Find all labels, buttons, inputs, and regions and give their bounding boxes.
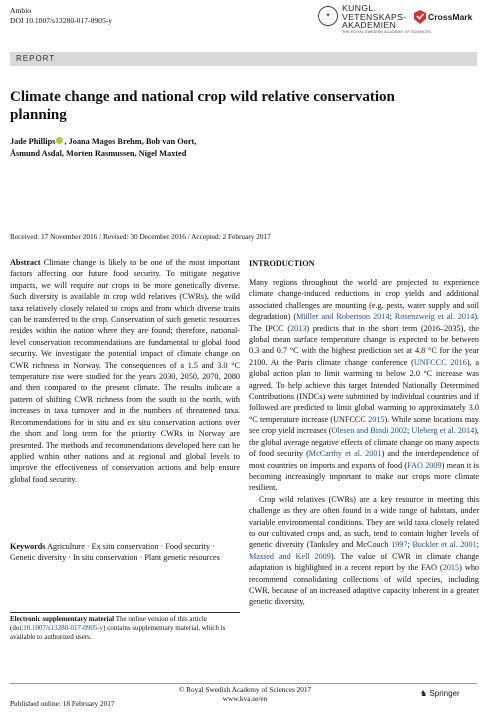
esm-text-b: ) contains supplementary material, which is available to authorized users. <box>10 624 226 641</box>
esm-doi-link[interactable]: 10.1007/s13280-017-0905-y <box>23 624 104 632</box>
copyright-line: © Royal Swedish Academy of Sciences 2017 <box>178 685 312 694</box>
copyright <box>170 685 320 703</box>
intro-text: ) who recommend consolidating collections of wild species, including CWR, because of an increased adaptive capacity inherent in a greater genetic diversity, <box>249 563 480 607</box>
kva-seal-icon: ✦ <box>318 6 338 26</box>
citation-link[interactable]: 2015 <box>368 414 385 424</box>
intro-text: Many regions throughout the world are projected to experience climate change-induced reductions in crop yields and additional associated challenges are mounting (e.g. pests, water supply and soil degradation) ( <box>249 278 479 322</box>
section-label-bar <box>10 52 477 66</box>
springer-label: Springer <box>429 689 460 698</box>
intro-text: ; <box>407 426 412 436</box>
authors-rest-1: , Joana Magos Brehm, Bob van Oort, <box>64 137 197 146</box>
citation-link[interactable]: Rosenzweig et al. 2014 <box>394 312 475 322</box>
supplementary-note <box>10 615 240 642</box>
kva-line-2: VETENSKAPS- <box>342 11 407 22</box>
intro-text: ) predicts that in the short term (2016–2035), the global mean surface temperature change is expected to be between 0.3 and 0.7 °C with the highest prediction set at 4.8 °C for the year 2100. At the Paris climate change conference ( <box>249 323 479 367</box>
citation-link[interactable]: FAO 2009 <box>407 460 442 470</box>
kva-subtitle: THE ROYAL SWEDISH ACADEMY OF SCIENCES <box>342 30 432 34</box>
citation-link[interactable]: Uleberg et al. 2014 <box>411 426 475 436</box>
abstract-text: Climate change is likely to be one of the most important factors affecting our future food security. To mitigate negative impacts, we will require our crops to be more genetically diverse. Such diversity is available in crop wild relatives (CWRs), the wild taxa relatively closely related to crops and from which diverse traits can be transferred to the crop. Conservation of such genetic resources resides within the nation where they are found; therefore, national-level conservation recommendations are fundamental to global food security. We investigate the potential impact of climate change on CWR richness in Norway. The consequences of a 1.5 and 3.0 °C temperature rise were studied for the years 2030, 2050, 2070, 2080 and then compared to the present climate. The results indicate a pattern of shifting CWR richness from the south to the north, with increases in taxa turnover and in the numbers of threatened taxa. Recommendations for in situ and ex situ conservation actions over the short and long term for the priority CWRs in Norway are presented. The methods and recommendations developed here can be applied within other nations and at regional and global levels to improve the effectiveness of conservation actions and help ensure global food security. <box>10 258 241 484</box>
citation-link[interactable]: 2015 <box>442 563 460 573</box>
intro-text: ), a global action plan to limit warming to below 2.0 °C increase was agreed. To help achieve this target Intended Nationally Determined Contributions (INDCs) were submitted by individual countries and if followed are predicted to limit global warming to approximately 3.0 °C temperature increase (UNFCCC <box>249 357 479 424</box>
crossmark-label: CrossMark <box>428 12 473 22</box>
keywords-text: Agriculture · Ex situ conservation · Food security · Genetic diversity · In situ conservation · Plant genetic resources <box>10 542 220 563</box>
authors-rest-2: Åsmund Asdal, Morten Rasmussen, Nigel Maxted <box>10 149 187 158</box>
kva-line-1: KUNGL. <box>342 3 377 13</box>
intro-text: ) and the interdependence of most countries on imports and exports of food ( <box>249 449 480 470</box>
article-dates: Received: 17 November 2016 / Revised: 30 December 2016 / Accepted: 2 February 2017 <box>10 232 271 241</box>
kva-url[interactable]: www.kva.se/en <box>222 694 268 703</box>
intro-heading: INTRODUCTION <box>249 259 315 268</box>
kva-logo-text <box>342 4 407 30</box>
kva-line-3: AKADEMIEN <box>342 20 397 30</box>
abstract-label: Abstract <box>10 258 41 267</box>
intro-text: ; <box>476 540 479 550</box>
citation-link[interactable]: Müller and Robertson 2014 <box>296 312 390 322</box>
footnote-divider <box>10 612 240 613</box>
author-first[interactable]: Jade Phillips <box>10 137 56 146</box>
intro-paragraph-2 <box>249 494 479 608</box>
abstract <box>10 257 240 485</box>
published-date: Published online: 18 February 2017 <box>10 699 115 708</box>
intro-text: ), the global average negative effects of climate change on many aspects of food security ( <box>249 426 479 459</box>
orcid-icon[interactable] <box>56 137 63 144</box>
keywords <box>10 541 240 564</box>
intro-text: ). The IPCC ( <box>249 312 479 333</box>
esm-label: Electronic supplementary material <box>10 615 115 623</box>
citation-link[interactable]: Maxted and Kell 2009 <box>249 551 331 561</box>
crossmark-badge[interactable] <box>414 10 472 24</box>
intro-paragraph-1 <box>249 277 479 494</box>
intro-body <box>249 277 479 608</box>
crossmark-icon <box>414 10 426 24</box>
doi: DOI 10.1007/s13280-017-0905-y <box>10 16 113 25</box>
intro-text: ). While some locations may see crop yield increases ( <box>249 414 479 436</box>
intro-text: ). The value of CWR in climate change adaptation is highlighted in a recent report by the FAO ( <box>249 551 479 573</box>
section-label: REPORT <box>16 54 56 63</box>
citation-link[interactable]: McCarthy et al. 2001 <box>308 449 382 459</box>
springer-logo <box>420 689 460 698</box>
intro-text: ; <box>407 540 413 550</box>
citation-link[interactable]: UNFCCC 2016 <box>413 357 467 367</box>
citation-link[interactable]: 2013 <box>290 323 307 333</box>
esm-text-a: The online version of this article (doi: <box>10 615 207 632</box>
citation-link[interactable]: 1997 <box>391 540 408 550</box>
article-title: Climate change and national crop wild relative conservation planning <box>10 89 395 123</box>
citation-link[interactable]: Buckler et al. 2001 <box>412 540 477 550</box>
springer-horse-icon: ♞ <box>420 689 428 698</box>
journal-name: Ambio <box>10 6 32 15</box>
author-list <box>10 136 430 160</box>
intro-text: ) mean it is becoming increasingly important to make our crops more climate resilient. <box>249 460 479 493</box>
citation-link[interactable]: Olesen and Bindi 2002 <box>331 426 408 436</box>
intro-text: ; <box>389 312 395 322</box>
footer-divider <box>10 683 477 684</box>
intro-text: Crop wild relatives (CWRs) are a key resource in meeting this challenge as they are often found in a wide range of habitats, under variable environmental conditions. They are wild taxa closely related to our cultivated crops and, as such, tend to contain higher levels of genetic diversity (Tanksley and McCouch <box>249 494 479 550</box>
keywords-label: Keywords <box>10 542 46 551</box>
